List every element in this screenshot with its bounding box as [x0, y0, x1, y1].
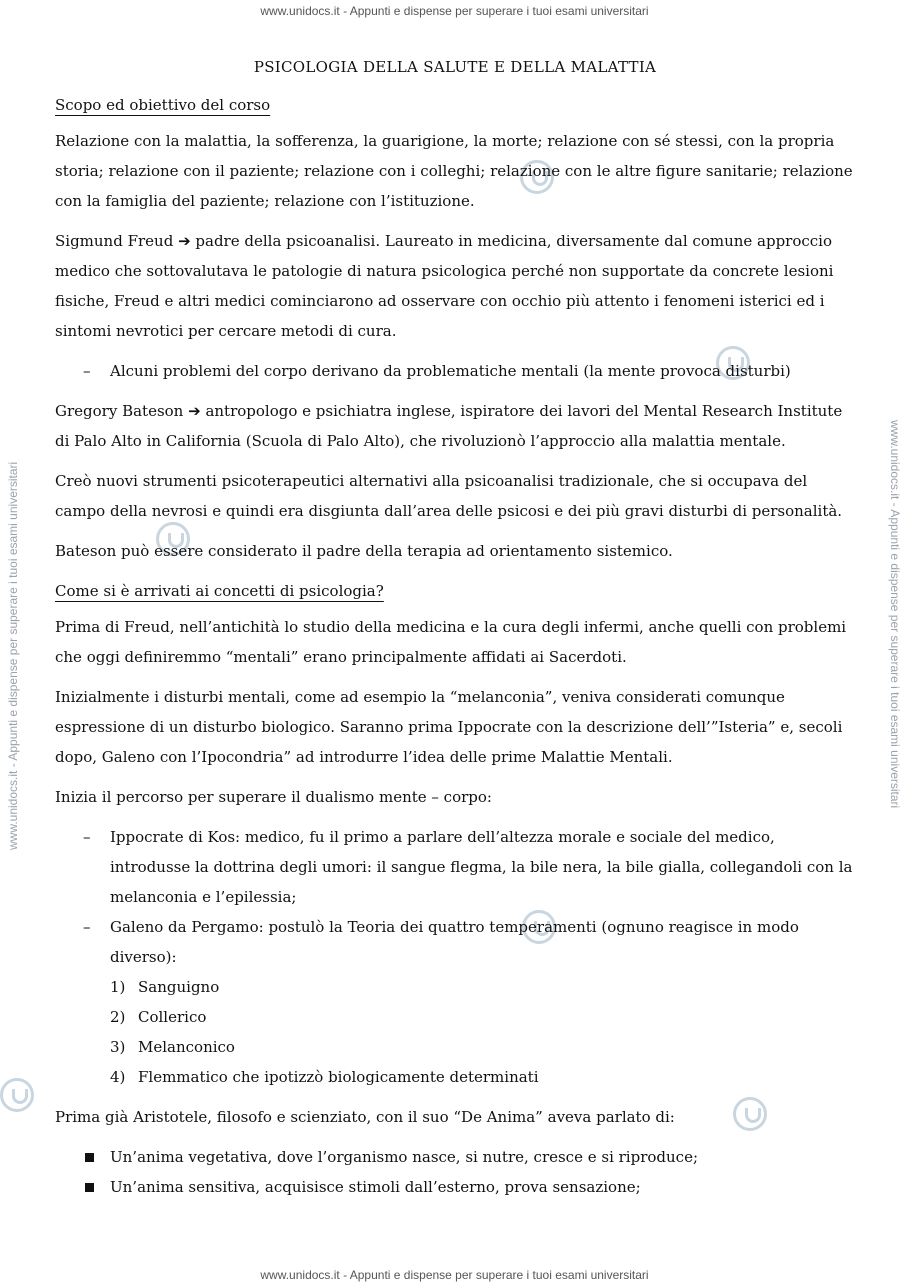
- list-item: – Ippocrate di Kos: medico, fu il primo a parlare dell’altezza morale e sociale del medico, introdusse la dottrina degli umori: il sangue flegma, la bile nera, la bile gialla, collegandoli con la melanconia e l’epilessia;: [55, 822, 855, 912]
- section-heading-scopo: Scopo ed obiettivo del corso: [55, 96, 271, 114]
- paragraph: Prima di Freud, nell’antichità lo studio della medicina e la cura degli infermi, anche quelli con problemi che oggi definiremmo “mentali” erano principalmente affidati ai Sacerdoti.: [55, 618, 847, 666]
- list-item: 2) Collerico: [110, 1008, 207, 1026]
- watermark-left: www.unidocs.it - Appunti e dispense per superare i tuoi esami universitari: [6, 461, 20, 850]
- bullet-list: [55, 822, 855, 972]
- list-item: – Alcuni problemi del corpo derivano da problematiche mentali (la mente provoca disturbi): [55, 356, 855, 386]
- list-item: Un’anima vegetativa, dove l’organismo nasce, si nutre, cresce e si riproduce;: [55, 1142, 855, 1172]
- square-bullet-list: [55, 1142, 855, 1202]
- temperaments-list: [55, 972, 855, 1092]
- paragraph-bateson: Gregory Bateson ➔ antropologo e psichiatra inglese, ispiratore dei lavori del Mental Research Institute di Palo Alto in California (Scuola di Palo Alto), che rivoluzionò l’approccio alla malattia mentale.: [55, 402, 843, 450]
- paragraph-freud: Sigmund Freud ➔ padre della psicoanalisi. Laureato in medicina, diversamente dal comune approccio medico che sottovalutava le patologie di natura psicologica perché non supportate da concrete lesioni fisiche, Freud e altri medici cominciarono ad osservare con occhio più attento i fenomeni isterici ed i sintomi nevrotici per cercare metodi di cura.: [55, 232, 834, 340]
- document-title: PSICOLOGIA DELLA SALUTE E DELLA MALATTIA: [253, 58, 657, 76]
- watermark-top: www.unidocs.it - Appunti e dispense per superare i tuoi esami universitari: [260, 4, 649, 18]
- watermark-bottom: www.unidocs.it - Appunti e dispense per superare i tuoi esami universitari: [260, 1268, 649, 1282]
- list-item: – Galeno da Pergamo: postulò la Teoria dei quattro temperamenti (ognuno reagisce in modo diverso):: [55, 912, 855, 972]
- list-item: 1) Sanguigno: [110, 978, 220, 996]
- bullet-list: [55, 356, 855, 386]
- list-item: 3) Melanconico: [110, 1038, 235, 1056]
- paragraph: Relazione con la malattia, la sofferenza, la guarigione, la morte; relazione con sé stessi, con la propria storia; relazione con il paziente; relazione con i colleghi; relazione con le altre figure sanitarie; relazione con la famiglia del paziente; relazione con l’istituzione.: [55, 132, 853, 210]
- unidocs-logo-icon: [0, 1078, 34, 1112]
- list-item: 4) Flemmatico che ipotizzò biologicamente determinati: [110, 1068, 539, 1086]
- paragraph: Creò nuovi strumenti psicoterapeutici alternativi alla psicoanalisi tradizionale, che si occupava del campo della nevrosi e quindi era disgiunta dall’area delle psicosi e dei più gravi disturbi di personalità.: [55, 472, 843, 520]
- paragraph: Bateson può essere considerato il padre della terapia ad orientamento sistemico.: [55, 542, 673, 560]
- list-item: Un’anima sensitiva, acquisisce stimoli dall’esterno, prova sensazione;: [55, 1172, 855, 1202]
- document-page: [55, 56, 855, 1212]
- section-heading-concetti: Come si è arrivati ai concetti di psicologia?: [55, 582, 384, 600]
- paragraph: Inizia il percorso per superare il dualismo mente – corpo:: [55, 788, 492, 806]
- watermark-right: www.unidocs.it - Appunti e dispense per superare i tuoi esami universitari: [888, 420, 902, 809]
- paragraph: Prima già Aristotele, filosofo e scienziato, con il suo “De Anima” aveva parlato di:: [55, 1108, 675, 1126]
- paragraph: Inizialmente i disturbi mentali, come ad esempio la “melanconia”, veniva considerati comunque espressione di un disturbo biologico. Saranno prima Ippocrate con la descrizione dell’”Isteria” e, secoli dopo, Galeno con l’Ipocondria” ad introdurre l’idea delle prime Malattie Mentali.: [55, 688, 843, 766]
